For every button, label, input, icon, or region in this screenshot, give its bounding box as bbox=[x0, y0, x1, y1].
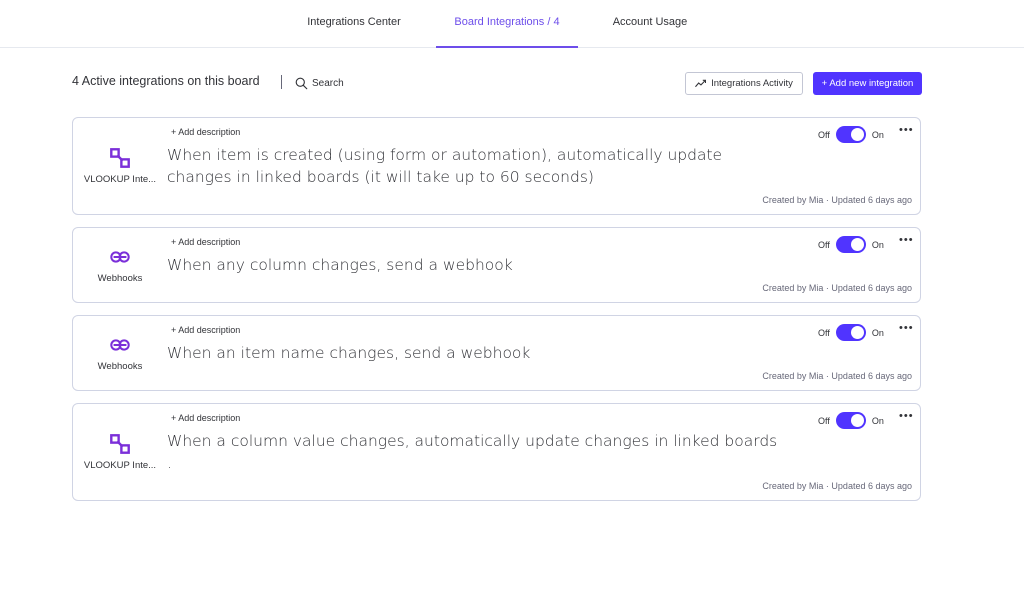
top-tabs bbox=[0, 0, 1024, 48]
integration-app bbox=[73, 228, 167, 302]
status-toggle-group bbox=[818, 236, 884, 253]
status-toggle[interactable] bbox=[836, 126, 866, 143]
integration-app-name: Webhooks bbox=[97, 361, 143, 372]
more-options-icon[interactable]: ••• bbox=[899, 234, 914, 246]
toggle-on-label: On bbox=[871, 415, 884, 426]
webhook-icon bbox=[109, 334, 131, 356]
status-toggle-group bbox=[818, 412, 884, 429]
integration-app bbox=[73, 118, 167, 214]
status-toggle-group bbox=[818, 324, 884, 341]
integrations-activity-button[interactable] bbox=[685, 72, 803, 95]
toggle-off-label: Off bbox=[818, 415, 830, 426]
search-icon bbox=[295, 77, 308, 90]
more-options-icon[interactable]: ••• bbox=[899, 124, 914, 136]
created-updated-info: Created by Mia · Updated 6 days ago bbox=[762, 481, 912, 491]
integration-recipe[interactable]: When any column changes, send a webhook bbox=[167, 256, 513, 274]
tab-integrations-center[interactable]: Integrations Center bbox=[307, 16, 401, 28]
header-divider bbox=[281, 75, 282, 89]
integration-recipe[interactable]: When a column value changes, automatically update changes in linked boards . bbox=[167, 432, 778, 472]
integrations-activity-label: Integrations Activity bbox=[711, 78, 793, 89]
status-toggle[interactable] bbox=[836, 236, 866, 253]
integration-recipe[interactable]: When item is created (using form or automation), automatically update changes in linked boards (it will take up to 60 seconds) bbox=[167, 146, 723, 186]
vlookup-icon bbox=[109, 433, 131, 455]
add-new-integration-button[interactable]: + Add new integration bbox=[813, 72, 922, 95]
status-toggle[interactable] bbox=[836, 324, 866, 341]
integration-app bbox=[73, 404, 167, 500]
add-description-link[interactable]: + Add description bbox=[171, 325, 241, 335]
integration-card bbox=[72, 227, 921, 303]
integration-app-name: VLOOKUP Inte... bbox=[83, 460, 157, 471]
toggle-on-label: On bbox=[871, 129, 884, 140]
webhook-icon bbox=[109, 246, 131, 268]
integration-app-name: VLOOKUP Inte... bbox=[83, 174, 157, 185]
integration-app-name: Webhooks bbox=[97, 273, 143, 284]
vlookup-icon bbox=[109, 147, 131, 169]
search-label: Search bbox=[312, 77, 344, 89]
created-updated-info: Created by Mia · Updated 6 days ago bbox=[762, 371, 912, 381]
add-description-link[interactable]: + Add description bbox=[171, 127, 241, 137]
tab-account-usage[interactable]: Account Usage bbox=[612, 16, 688, 28]
search-button[interactable] bbox=[295, 74, 344, 92]
integration-app bbox=[73, 316, 167, 390]
toggle-on-label: On bbox=[871, 239, 884, 250]
toggle-off-label: Off bbox=[818, 327, 830, 338]
toggle-off-label: Off bbox=[818, 129, 830, 140]
tab-board-integrations[interactable]: Board Integrations / 4 bbox=[436, 0, 578, 48]
integration-card bbox=[72, 117, 921, 215]
trend-icon bbox=[695, 79, 706, 88]
integration-card bbox=[72, 315, 921, 391]
status-toggle[interactable] bbox=[836, 412, 866, 429]
toggle-on-label: On bbox=[871, 327, 884, 338]
status-toggle-group bbox=[818, 126, 884, 143]
more-options-icon[interactable]: ••• bbox=[899, 322, 914, 334]
toggle-off-label: Off bbox=[818, 239, 830, 250]
more-options-icon[interactable]: ••• bbox=[899, 410, 914, 422]
created-updated-info: Created by Mia · Updated 6 days ago bbox=[762, 195, 912, 205]
add-description-link[interactable]: + Add description bbox=[171, 237, 241, 247]
add-description-link[interactable]: + Add description bbox=[171, 413, 241, 423]
active-integrations-count: 4 Active integrations on this board bbox=[72, 74, 260, 88]
integration-card bbox=[72, 403, 921, 501]
created-updated-info: Created by Mia · Updated 6 days ago bbox=[762, 283, 912, 293]
integration-recipe[interactable]: When an item name changes, send a webhook bbox=[167, 344, 531, 362]
